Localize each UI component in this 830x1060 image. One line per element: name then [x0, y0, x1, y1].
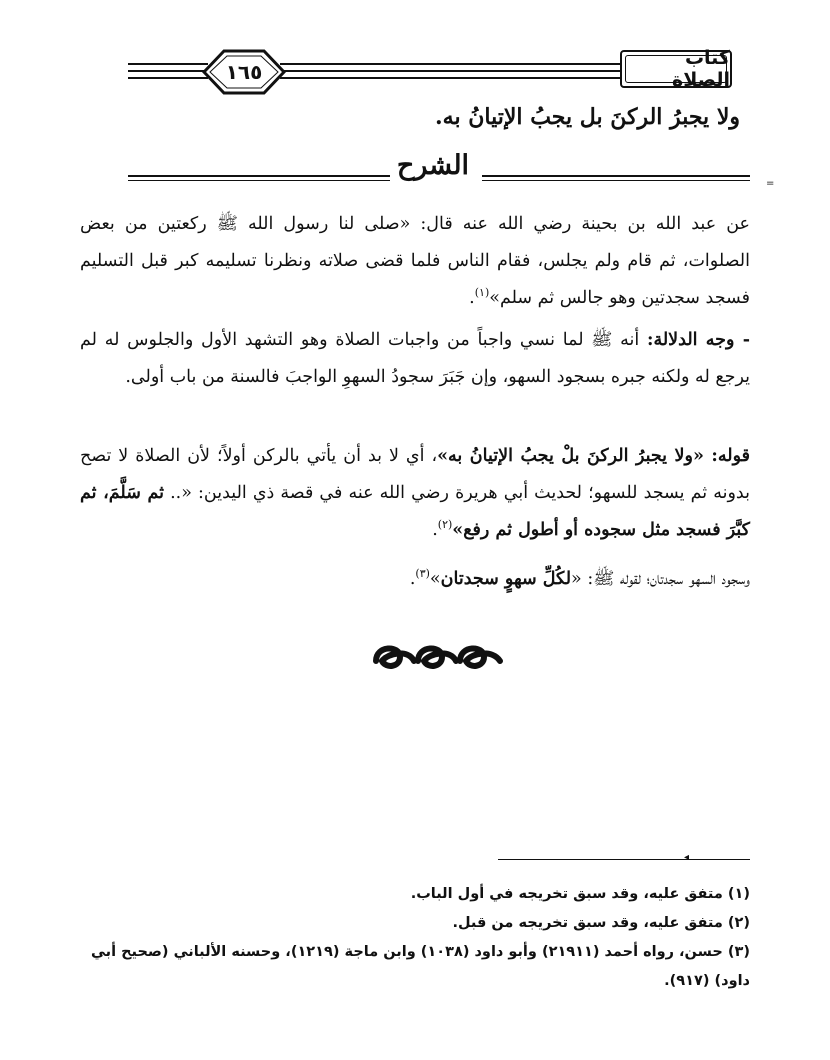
paragraph-2-lead: - وجه الدلالة:	[647, 330, 750, 350]
header-rule-mid-2	[280, 70, 622, 72]
paragraph-4: وسجود السهو سجدتان؛ لقوله ﷺ: «لكُلِّ سهوٍ سجدتان»$^{(٣)}$.	[409, 567, 750, 589]
header-rule-mid	[280, 63, 622, 65]
page-number-badge	[200, 48, 288, 96]
section-rule-left	[128, 175, 390, 177]
paragraph-1-text: عن عبد الله بن بحينة رضي الله عنه قال: «صلى لنا رسول الله ﷺ ركعتين من بعض الصلوات، ثم قام ولم يجلس، فقام الناس فلما قضى صلاته ونظرنا تسليمه كبر قبل التسليم فسجد سجدتين وهو جالس ثم سلم»	[80, 214, 750, 308]
paragraph-3-lead: قوله: «ولا يجبرُ الركنَ بلْ يجبُ الإتيانُ به»	[437, 446, 750, 466]
header-rule-left-3	[128, 77, 208, 79]
ornament-icon	[368, 639, 508, 673]
equals-mark-icon: =	[766, 178, 775, 189]
header-rule-left	[128, 63, 208, 65]
footnote-1: (١) متفق عليه، وقد سبق تخريجه في أول الباب.	[410, 886, 750, 902]
paragraph-2	[80, 322, 750, 396]
section-rule-left-2	[128, 180, 390, 181]
footnote-2: (٢) متفق عليه، وقد سبق تخريجه من قبل.	[452, 915, 750, 931]
footnote-ref-1: (١)	[474, 286, 490, 300]
paragraph-4-text: وسجود السهو سجدتان؛ لقوله ﷺ: «	[571, 569, 750, 589]
paragraph-4-quote: لكُلِّ سهوٍ سجدتان	[440, 569, 572, 589]
book-title-box	[620, 47, 732, 91]
book-title: كتاب الصلاة	[671, 47, 730, 91]
section-title: الشرح	[396, 150, 470, 181]
page-number: ١٦٥	[225, 60, 263, 84]
header-rule-mid-3	[280, 77, 622, 79]
book-title-frame	[625, 55, 727, 83]
paragraph-3: قوله: «ولا يجبرُ الركنَ بلْ يجبُ الإتيانُ به»، أي لا بد أن يأتي بالركن أولاً؛ لأن الصلاة لا تصح بدونه ثم يسجد للسهو؛ لحديث أبي هريرة رضي الله عنه في قصة ذي اليدين: «.. ثم سَلَّمَ، ثم كبَّرَ فسجد مثل سجوده أو أطول ثم رفع»$^{(٢)}$.	[80, 446, 750, 540]
paragraph-3-text: ، أي لا بد أن يأتي بالركن أولاً؛ لأن الصلاة لا تصح بدونه ثم يسجد للسهو؛ لحديث أبي هريرة رضي الله عنه في قصة ذي اليدين: «..	[80, 446, 750, 503]
paragraph-1: عن عبد الله بن بحينة رضي الله عنه قال: «صلى لنا رسول الله ﷺ ركعتين من بعض الصلوات، ثم قام ولم يجلس، فقام الناس فلما قضى صلاته ونظرنا تسليمه كبر قبل التسليم فسجد سجدتين وهو جالس ثم سلم»$^{(١)}$.	[80, 214, 750, 308]
footnote-ref-3: (٣)	[415, 567, 430, 581]
section-rule-right-2	[482, 180, 750, 181]
matn-text: ولا يجبرُ الركنَ بل يجبُ الإتيانُ به.	[435, 104, 740, 130]
paragraph-3-quote: ثم سَلَّمَ، ثم كبَّرَ فسجد مثل سجوده أو أطول ثم رفع»	[80, 483, 750, 540]
footnote-rule	[498, 859, 750, 860]
header-rule-left-2	[128, 70, 208, 72]
paragraph-2-text: أنه ﷺ لما نسي واجباً من واجبات الصلاة وهو التشهد الأول والجلوس له لم يرجع له ولكنه جبره بسجود السهو، وإن جَبَرَ سجودُ السهوِ الواجبَ فالسنة من باب أولى.	[80, 330, 750, 387]
footnote-ref-2: (٢)	[437, 518, 453, 532]
footnote-3: (٣) حسن، رواه أحمد (٢١٩١١) وأبو داود (١٠٣٨) وابن ماجة (١٢١٩)، وحسنه الألباني (صحيح أبي داود) (٩١٧).	[90, 944, 750, 989]
paragraph-4-close: »	[429, 569, 441, 589]
footnote-arrow-icon: ◂	[684, 852, 690, 863]
section-rule-right	[482, 175, 750, 177]
